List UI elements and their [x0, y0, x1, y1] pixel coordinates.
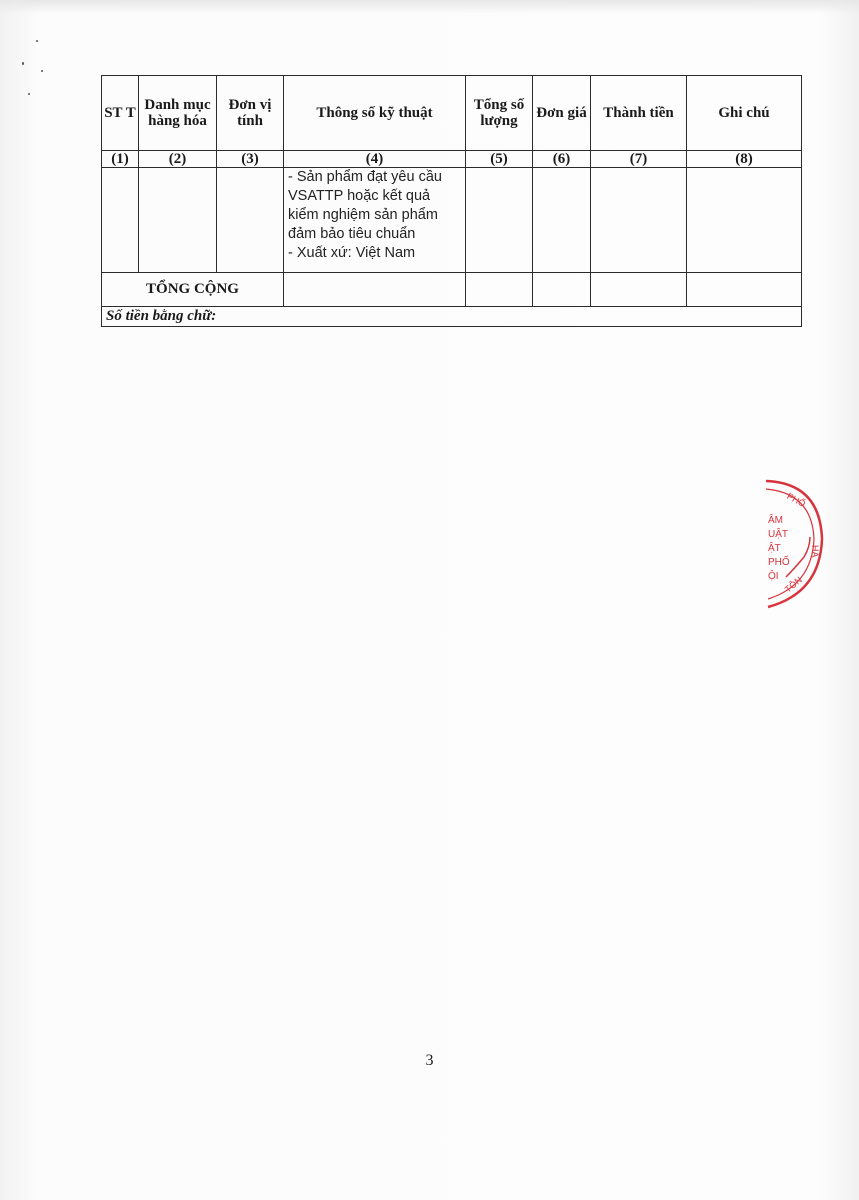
- column-number: (1): [102, 151, 139, 168]
- cell-notes: [687, 168, 802, 273]
- cell-stt: [102, 168, 139, 273]
- header-unit: Đơn vị tính: [217, 76, 284, 151]
- header-unit-price: Đơn giá: [533, 76, 591, 151]
- header-total-quantity: Tổng số lượng: [466, 76, 533, 151]
- stamp-ring-text: PHỐ: [785, 490, 808, 509]
- spec-line: kiểm nghiệm sản phẩm: [288, 207, 438, 223]
- cell-total-quantity: [466, 168, 533, 273]
- stamp-text-line: ỘI: [768, 571, 779, 582]
- total-label: TỔNG CỘNG: [102, 273, 284, 307]
- red-seal-stamp: [748, 473, 838, 613]
- scan-speck: [28, 93, 30, 95]
- stamp-ring-text: HÀ: [810, 545, 820, 558]
- spec-line: - Xuất xứ: Việt Nam: [288, 245, 416, 261]
- stamp-text-line: ẬT: [768, 543, 781, 554]
- stamp-text-line: ÂM: [768, 515, 783, 526]
- scan-speck: [41, 70, 43, 72]
- cell-technical-specs: [284, 168, 466, 273]
- header-notes: Ghi chú: [687, 76, 802, 151]
- goods-table: [101, 75, 802, 327]
- stamp-ring-text: TÔN: [782, 574, 804, 595]
- cell-goods-category: [139, 168, 217, 273]
- scan-edge-shadow: [0, 0, 859, 14]
- scan-speck: [36, 40, 38, 42]
- header-technical-specs: Thông số kỹ thuật: [284, 76, 466, 151]
- total-row: [102, 273, 802, 307]
- amount-in-words-row: [102, 307, 802, 327]
- total-cell-notes: [687, 273, 802, 307]
- column-number-row: [102, 151, 802, 168]
- page-number: 3: [425, 1052, 434, 1069]
- cell-unit-price: [533, 168, 591, 273]
- stamp-text-line: PHỐ: [768, 557, 790, 568]
- column-number: (8): [687, 151, 802, 168]
- column-number: (2): [139, 151, 217, 168]
- column-number: (4): [284, 151, 466, 168]
- stamp-text-line: UẬT: [768, 529, 788, 540]
- total-cell-unit-price: [533, 273, 591, 307]
- spec-line: đảm bảo tiêu chuẩn: [288, 226, 416, 242]
- total-cell-quantity: [466, 273, 533, 307]
- amount-in-words-label: Số tiền bằng chữ:: [102, 307, 802, 327]
- column-number: (5): [466, 151, 533, 168]
- header-stt: ST T: [102, 76, 139, 151]
- column-number: (6): [533, 151, 591, 168]
- spec-line: VSATTP hoặc kết quả: [288, 188, 431, 204]
- column-number: (3): [217, 151, 284, 168]
- cell-amount: [591, 168, 687, 273]
- spec-line: - Sản phẩm đạt yêu cầu: [288, 169, 442, 185]
- total-cell-amount: [591, 273, 687, 307]
- cell-unit: [217, 168, 284, 273]
- table-row: [102, 168, 802, 273]
- total-cell-specs: [284, 273, 466, 307]
- header-goods-category: Danh mục hàng hóa: [139, 76, 217, 151]
- header-amount: Thành tiền: [591, 76, 687, 151]
- scan-speck: [22, 62, 24, 65]
- column-number: (7): [591, 151, 687, 168]
- header-row: [102, 76, 802, 151]
